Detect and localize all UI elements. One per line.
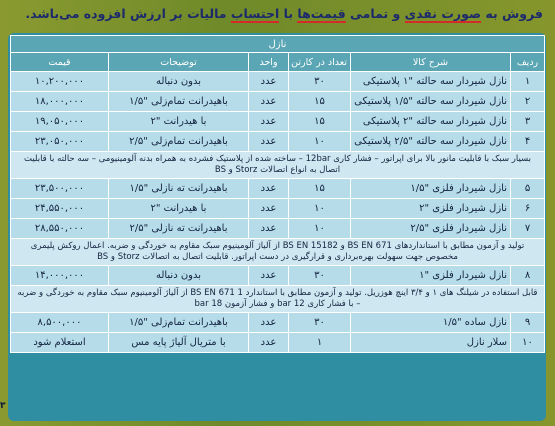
notice-text: مالیات بر ارزش افزوده می‌باشد. [25, 6, 231, 21]
cell-n: ۲ [511, 92, 545, 112]
cell-unit: عدد [249, 92, 289, 112]
section-note-row [11, 239, 545, 266]
table-row [11, 92, 545, 112]
notice-highlight: قیمت‌ها [297, 6, 346, 21]
cell-desc: باهیدرانت تمام‌زلی "۲/۵ [109, 132, 249, 152]
cell-name: نازل شیردار سه حالته "۲ پلاستیکی [351, 112, 511, 132]
table-row [11, 199, 545, 219]
cell-n: ۷ [511, 219, 545, 239]
cell-n: ۵ [511, 179, 545, 199]
cell-name: نازل شیردار سه حالته "۲/۵ پلاستیکی [351, 132, 511, 152]
cell-desc: باهیدرانت تمام‌زلی "۱/۵ [109, 313, 249, 333]
column-header: ردیف [511, 53, 545, 72]
cell-name: نازل شیردار فلزی "۲ [351, 199, 511, 219]
cell-price: ۱۰,۲۰۰,۰۰۰ [11, 72, 109, 92]
cell-n: ۱۰ [511, 333, 545, 353]
price-table-frame [8, 33, 546, 421]
column-header: واحد [249, 53, 289, 72]
table-row [11, 72, 545, 92]
cell-qty: ۱۰ [289, 199, 351, 219]
cell-price: ۲۴,۵۵۰,۰۰۰ [11, 199, 109, 219]
column-header: توضیحات [109, 53, 249, 72]
table-row [11, 266, 545, 286]
cell-n: ۸ [511, 266, 545, 286]
cell-qty: ۱۵ [289, 92, 351, 112]
column-header: شرح کالا [351, 53, 511, 72]
section-note: قابل استفاده در شیلنگ های ۱ و ۳/۴ اینچ هوزریل. تولید و آزمون مطابق با استاندارد BS EN 671 1 از آلیاژ آلومینیوم سبک مقاوم به خوردگی و ضربه – با فشار کاری 12 bar و فشار آزمون 18 bar [11, 286, 545, 313]
cell-name: نازل شیردار فلزی "۲/۵ [351, 219, 511, 239]
table-row [11, 179, 545, 199]
cell-price: استعلام شود [11, 333, 109, 353]
cell-n: ۴ [511, 132, 545, 152]
cell-unit: عدد [249, 333, 289, 353]
column-header: قیمت [11, 53, 109, 72]
table-row [11, 219, 545, 239]
table-row [11, 333, 545, 353]
cell-n: ۹ [511, 313, 545, 333]
cell-price: ۲۳,۵۰۰,۰۰۰ [11, 179, 109, 199]
cell-price: ۸,۵۰۰,۰۰۰ [11, 313, 109, 333]
cell-name: نازل ساده "۱/۵ [351, 313, 511, 333]
cell-n: ۱ [511, 72, 545, 92]
cell-desc: بدون دنباله [109, 266, 249, 286]
section-note-row [11, 286, 545, 313]
cell-unit: عدد [249, 219, 289, 239]
cell-n: ۳ [511, 112, 545, 132]
cell-name: نازل شیردار سه حالته "۱/۵ پلاستیکی [351, 92, 511, 112]
table-header-row [11, 53, 545, 72]
cell-price: ۱۸,۰۰۰,۰۰۰ [11, 92, 109, 112]
notice-text: و تمامی [345, 6, 405, 21]
cell-desc: باهیدرانت ته نازلی "۱/۵ [109, 179, 249, 199]
pricing-notice [8, 6, 543, 28]
cell-price: ۱۹,۰۵۰,۰۰۰ [11, 112, 109, 132]
section-title: نازل [11, 36, 545, 53]
cell-name: نازل شیردار فلزی "۱ [351, 266, 511, 286]
cell-desc: باهیدرانت ته نازلی "۲/۵ [109, 219, 249, 239]
section-note: تولید و آزمون مطابق با استانداردهای BS EN 671 و BS EN 15182 از آلیاژ آلومینیوم سبک مقاوم به خوردگی و ضربه. اعمال روکش پلیمری مخصوص جهت سهولت بهره‌برداری و قرارگیری در دست اپراتور. قابلیت اتصال به اتصالات Storz و BS [11, 239, 545, 266]
cell-unit: عدد [249, 112, 289, 132]
cell-name: نازل شیردار فلزی "۱/۵ [351, 179, 511, 199]
price-table [10, 35, 545, 353]
cell-desc: بدون دنباله [109, 72, 249, 92]
cell-desc: با هیدرانت "۲ [109, 199, 249, 219]
table-row [11, 112, 545, 132]
cell-price: ۱۴,۰۰۰,۰۰۰ [11, 266, 109, 286]
cell-name: نازل شیردار سه حالته "۱ پلاستیکی [351, 72, 511, 92]
cell-unit: عدد [249, 132, 289, 152]
cell-qty: ۳۰ [289, 72, 351, 92]
cell-unit: عدد [249, 179, 289, 199]
cell-n: ۶ [511, 199, 545, 219]
cell-qty: ۳۰ [289, 313, 351, 333]
cell-desc: باهیدرانت تمام‌زلی "۱/۵ [109, 92, 249, 112]
cell-desc: با متریال آلیاژ پایه مس [109, 333, 249, 353]
cell-qty: ۱۰ [289, 219, 351, 239]
cell-price: ۲۸,۵۵۰,۰۰۰ [11, 219, 109, 239]
notice-text: با [279, 6, 298, 21]
notice-highlight: صورت نقدی [404, 6, 482, 21]
section-note: بسیار سبک با قابلیت مانور بالا برای اپراتور – فشار کاری 12bar – ساخته شده از پلاستیک فشرده به همراه بدنه آلومینیومی – سه حالته با قابلیت اتصال به انواع اتصالات Storz و BS [11, 152, 545, 179]
page-number: ۳ [0, 401, 6, 411]
notice-text: فروش به [481, 6, 543, 21]
cell-unit: عدد [249, 266, 289, 286]
column-header: تعداد در کارتن [289, 53, 351, 72]
cell-name: سلار نازل [351, 333, 511, 353]
cell-qty: ۱۰ [289, 132, 351, 152]
cell-price: ۲۳,۰۵۰,۰۰۰ [11, 132, 109, 152]
cell-qty: ۳۰ [289, 266, 351, 286]
section-note-row [11, 152, 545, 179]
cell-qty: ۱ [289, 333, 351, 353]
cell-unit: عدد [249, 313, 289, 333]
cell-desc: با هیدرانت "۲ [109, 112, 249, 132]
table-row [11, 313, 545, 333]
cell-unit: عدد [249, 72, 289, 92]
cell-qty: ۱۵ [289, 112, 351, 132]
cell-qty: ۱۵ [289, 179, 351, 199]
table-row [11, 132, 545, 152]
notice-highlight: احتساب [230, 6, 280, 21]
cell-unit: عدد [249, 199, 289, 219]
